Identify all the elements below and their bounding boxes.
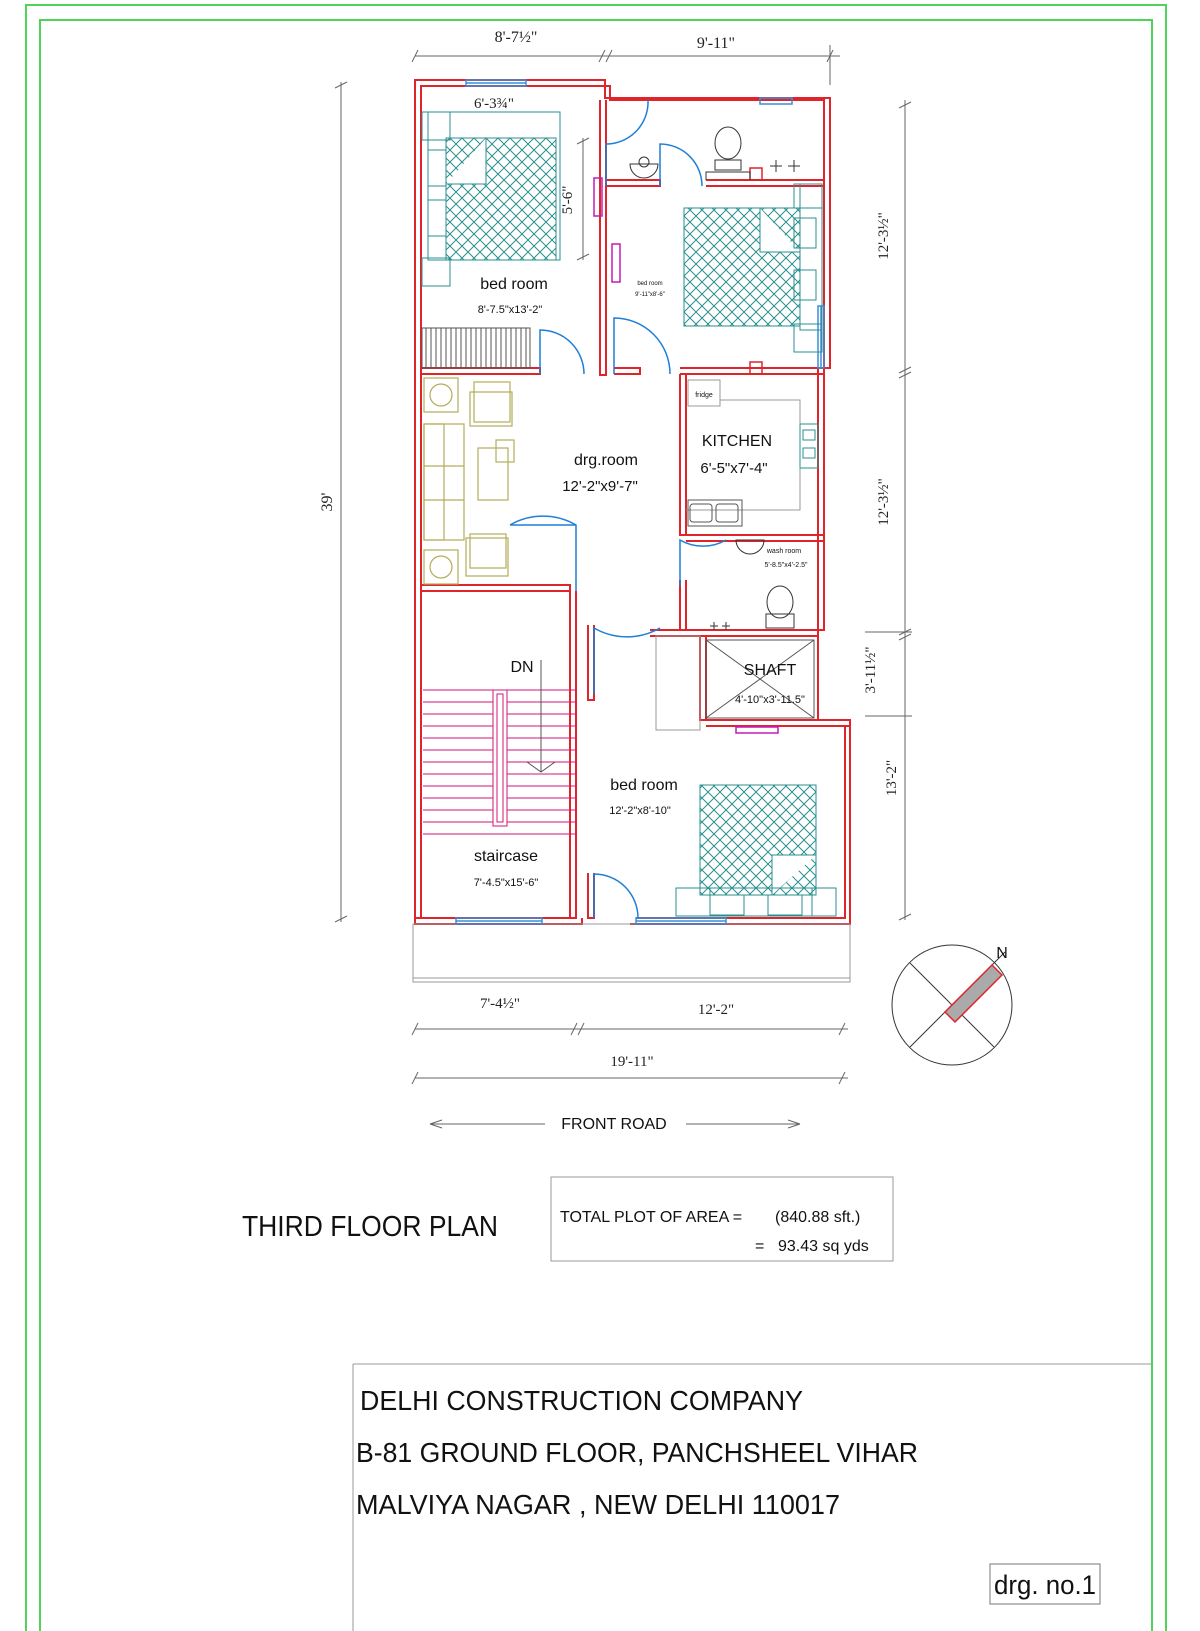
dim-top-right: 9'-11" [696,35,736,52]
area-sqyd: 93.43 sq yds [778,1238,869,1255]
staircase-steps [423,690,576,834]
bed-1 [422,112,560,286]
company-name: DELHI CONSTRUCTION COMPANY [360,1385,804,1416]
dim-right-lower: 13'-2" [884,759,900,797]
dim-bottom-total: 19'-11" [610,1054,654,1070]
area-text [560,1209,869,1255]
dim-bottom-right: 12'-2" [697,1002,735,1018]
shaft-name: SHAFT [743,662,797,679]
bed-2 [684,184,822,352]
wash-room-name: wash room [766,548,802,555]
dim-overall-depth: 39' [319,492,336,512]
shaft-size: 4'-10"x3'-11.5" [735,694,805,706]
address-line-1: B-81 GROUND FLOOR, PANCHSHEEL VIHAR [356,1437,918,1468]
drawing-number: drg. no.1 [994,1570,1096,1600]
dim-right-shaft: 3'-11½" [863,646,879,694]
fridge-label: fridge [695,392,713,399]
kitchen-name: KITCHEN [701,433,773,450]
front-road-label: FRONT ROAD [561,1116,667,1133]
shaft-box [656,636,814,730]
north-label: N [996,945,1008,962]
area-sft: (840.88 sft.) [775,1209,861,1226]
plan-title: THIRD FLOOR PLAN [242,1211,498,1243]
staircase-size: 7'-4.5"x15'-6" [473,877,539,889]
front-balcony [413,924,850,982]
north-compass [892,945,1012,1065]
title-block-text [356,1385,1096,1600]
washbasin-1 [630,157,658,178]
address-line-2: MALVIYA NAGAR , NEW DELHI 110017 [356,1489,840,1520]
sofa-set [424,378,514,584]
stair-direction: DN [510,659,534,676]
drawing-room-size: 12'-2"x9'-7" [562,478,638,495]
drawing-room-name: drg.room [573,452,639,469]
dim-top-left: 8'-7½" [494,29,538,46]
bedroom-1-name: bed room [480,276,548,293]
dim-bottom-left: 7'-4½" [479,996,521,1012]
bedroom-3-name: bed room [610,777,678,794]
bedroom-2-size: 9'-11"x8'-6" [635,292,665,298]
wardrobe-1 [422,328,530,368]
bed-3 [676,785,836,916]
bedroom-2-name: bed room [637,281,663,287]
stair-direction-arrow [527,660,555,772]
toilet-1 [706,127,800,180]
dim-right-upper: 12'-3½" [876,212,892,260]
dim-right-middle: 12'-3½" [876,478,892,526]
dim-bed-depth: 5'-6" [560,185,576,215]
area-label: TOTAL PLOT OF AREA = [560,1209,743,1226]
bedroom-3-size: 12'-2"x8'-10" [609,805,671,817]
kitchen-counter [686,380,818,526]
dim-window: 6'-3¾" [473,96,515,112]
staircase-name: staircase [473,848,539,865]
wash-room-size: 5'-8.5"x4'-2.5" [764,562,808,569]
area-equals: = [755,1238,765,1255]
bedroom-1-size: 8'-7.5"x13'-2" [477,304,543,316]
kitchen-size: 6'-5"x7'-4" [700,460,768,477]
